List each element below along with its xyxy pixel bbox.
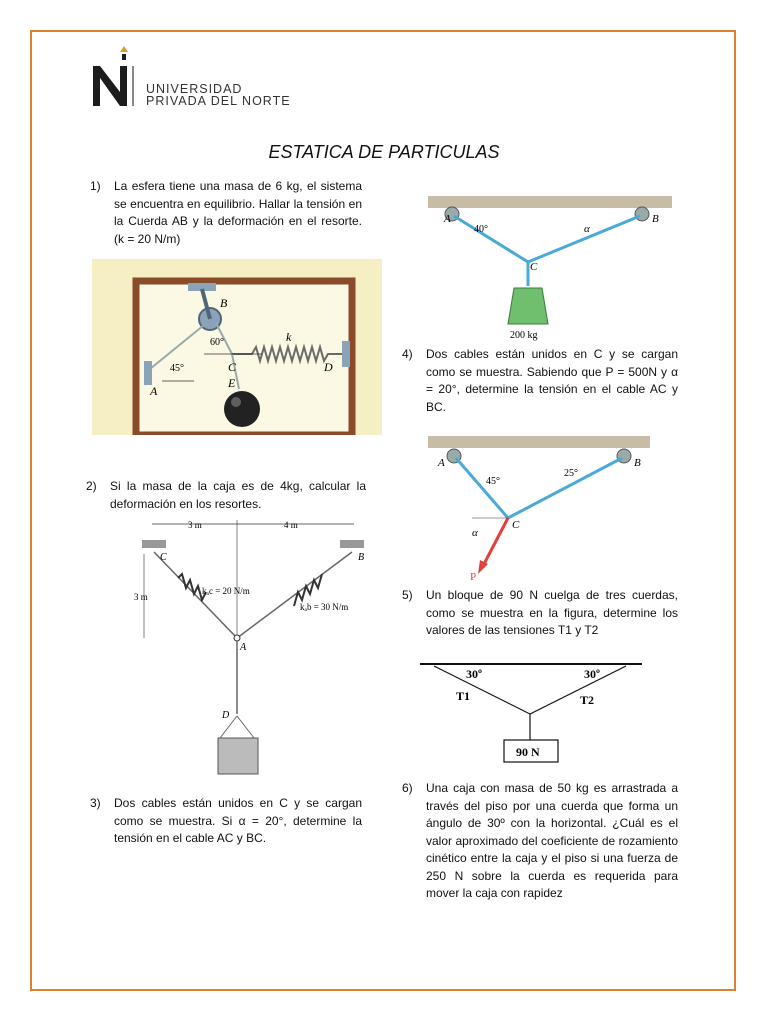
fig2-label-d: D [222,710,230,721]
problem-text: Dos cables están unidos en C y se cargan como se muestra. Sabiendo que P = 500N y α = 20°, determine la tensión en el cable AC y BC. [426,347,678,414]
figure-1-sphere-spring [92,259,382,435]
problem-number: 6) [402,781,413,795]
fig2-label-a: A [240,642,247,653]
fig4-angle-45: 45° [486,476,500,487]
problem-number: 4) [402,347,413,361]
fig4-alpha: α [472,527,478,539]
figure-2-springs-box [132,516,372,778]
fig1-label-a: A [150,384,158,398]
fig1-angle-60: 60° [210,337,224,348]
fig4-label-c: C [512,519,520,531]
logo-text [146,83,291,107]
figure-3-cables-mass [428,196,674,342]
fig4-label-p: P [470,571,477,583]
fig2-label-c: C [160,552,167,563]
fig1-label-e: E [228,376,236,390]
fig4-label-b: B [634,457,641,469]
fig3-label-c: C [530,261,538,273]
fig1-angle-45: 45° [170,363,184,374]
problem-5 [402,587,678,640]
problem-text: La esfera tiene una masa de 6 kg, el sistema se encuentra en equilibrio. Hallar la tensión en la Cuerda AB y la deformación en el resorte. (k = 20 N/m) [114,179,362,246]
problem-number: 3) [90,796,101,810]
fig2-kac: kₐc = 20 N/m [202,586,250,596]
fig4-angle-25: 25° [564,468,578,479]
fig3-label-b: B [652,213,659,225]
problem-1 [90,178,362,248]
logo-line1: UNIVERSIDAD [146,82,243,96]
fig1-label-c: C [228,360,237,374]
problem-number: 2) [86,479,97,493]
fig2-kab: kₐb = 30 N/m [300,602,349,612]
fig3-mass: 200 kg [510,330,538,341]
fig3-label-a: A [444,213,451,225]
fig2-dim-4m: 4 m [284,520,298,530]
problem-number: 5) [402,588,413,602]
fig1-label-d: D [324,360,333,374]
problem-text: Si la masa de la caja es de 4kg, calcular la deformación en los resortes. [110,479,366,511]
fig1-label-k: k [286,330,292,344]
fig3-alpha: α [584,223,590,235]
problem-number: 1) [90,179,101,193]
page-title: ESTATICA DE PARTICULAS [268,142,500,162]
fig5-angle-left: 30º [466,667,482,681]
fig5-t2: T2 [580,693,595,707]
fig4-label-a: A [438,457,445,469]
problem-text: Dos cables están unidos en C y se cargan como se muestra. Si α = 20°, determine la tensión en el cable AC y BC. [114,796,362,845]
fig2-dim-3m-side: 3 m [134,592,148,602]
fig2-label-b: B [358,552,365,563]
problem-6 [402,780,678,903]
fig1-label-b: B [220,296,228,310]
fig2-dim-3m-top: 3 m [188,520,202,530]
fig5-weight: 90 N [516,745,540,759]
fig5-angle-right: 30º [584,667,600,681]
problem-2 [86,478,366,513]
problem-3 [90,795,362,848]
problem-4 [402,346,678,416]
figure-5-hanging-block [420,656,646,768]
figure-4-cables-force [428,436,674,584]
problem-text: Un bloque de 90 N cuelga de tres cuerdas, como se muestra en la figura, determine los valores de las tensiones T1 y T2 [426,588,678,637]
fig5-t1: T1 [456,689,471,703]
fig3-angle-40: 40° [474,224,488,235]
problem-text: Una caja con masa de 50 kg es arrastrada a través del piso por una cuerda que forma un ángulo de 30º con la horizontal. ¿Cuál es el valor aproximado del coeficiente de rozamiento cinético entre la caja y el piso si una fuerza de 250 N sobre la cuerda es requerida para mover la caja con rapidez [426,781,678,900]
logo-line2: PRIVADA DEL NORTE [146,94,291,108]
